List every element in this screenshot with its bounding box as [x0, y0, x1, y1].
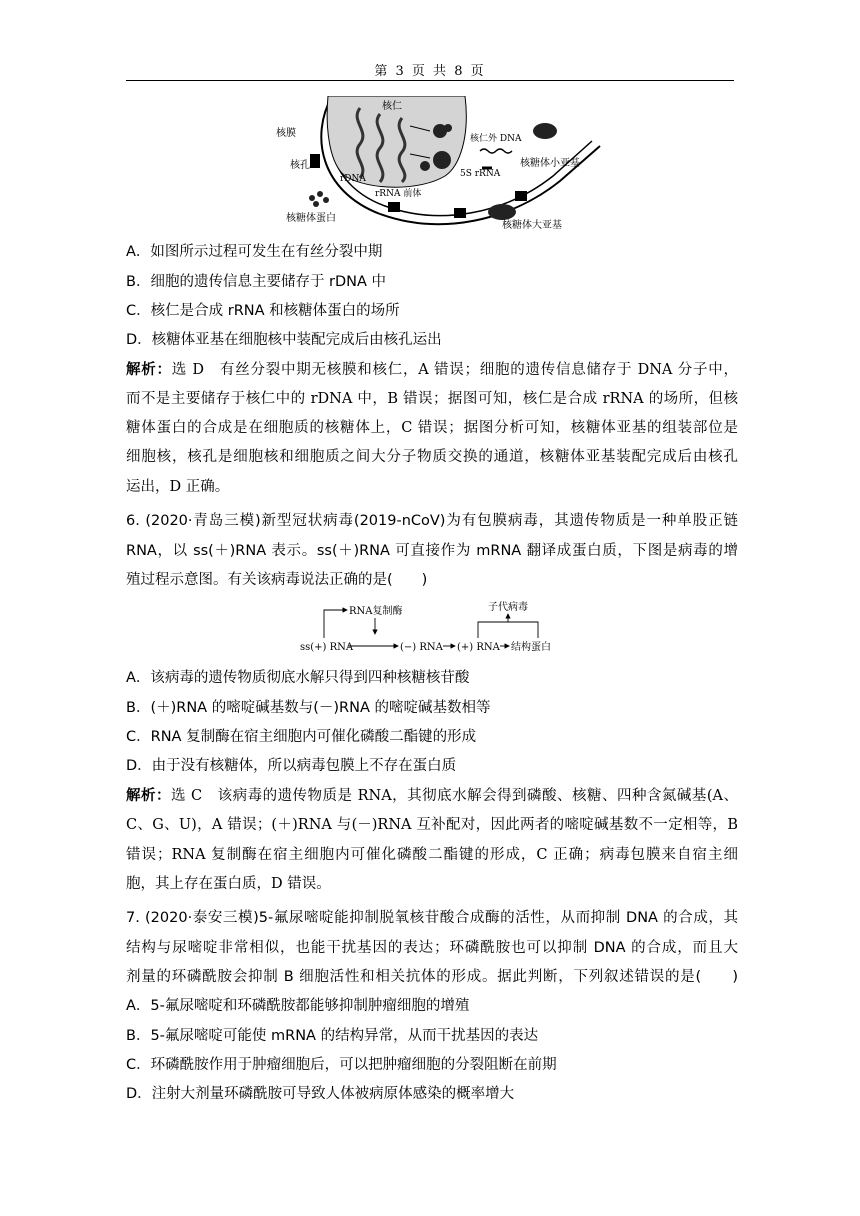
extra-dna: [480, 149, 512, 153]
label-extra-dna: 核仁外 DNA: [470, 134, 522, 144]
label-rdna: rDNA: [340, 174, 366, 184]
analysis-label: 解析：: [126, 787, 171, 804]
q5-option-c: C．核仁是合成 rRNA 和核糖体蛋白的场所: [126, 303, 400, 319]
q7-stem-line: 结构与尿嘧啶非常相似，也能干扰基因的表达；环磷酰胺也可以抑制 DNA 的合成，而且大: [126, 940, 738, 956]
label-structural-protein: 结构蛋白: [511, 642, 551, 653]
bracket-progeny: [478, 622, 538, 638]
protein-dot: [309, 195, 315, 201]
q6-stem-line: 殖过程示意图。有关该病毒说法正确的是( ): [126, 572, 428, 588]
q7-stem-line: 剂量的环磷酰胺会抑制 B 细胞活性和相关抗体的形成。据此判断，下列叙述错误的是( ): [126, 969, 738, 985]
q7-option-c: C．环磷酰胺作用于肿瘤细胞后，可以把肿瘤细胞的分裂阻断在前期: [126, 1057, 557, 1073]
page-header: 第 3 页 共 8 页: [374, 64, 486, 79]
q5-analysis-line: 解析：选 D 有丝分裂中期无核膜和核仁，A 错误；细胞的遗传信息储存于 DNA 分子中，: [126, 361, 738, 378]
ribosome-particle: [444, 124, 452, 132]
label-pos-rna: (+) RNA: [457, 642, 500, 653]
q5-analysis-line: 糖体蛋白的合成是在细胞质的核糖体上，C 错误；据图分析可知，核糖体亚基的组装部位是: [126, 420, 738, 436]
q6-option-c: C．RNA 复制酶在宿主细胞内可催化磷酸二酯键的形成: [126, 729, 477, 745]
q6-stem-line: RNA，以 ss(＋)RNA 表示。ss(＋)RNA 可直接作为 mRNA 翻译成蛋白质，下图是病毒的增: [126, 543, 738, 559]
q5-analysis-line: 细胞核，核孔是细胞核和细胞质之间大分子物质交换的通道，核糖体亚基装配完成后由核孔: [126, 449, 738, 465]
q5-analysis-line: 运出，D 正确。: [126, 479, 230, 495]
q5-analysis-line: 而不是主要储存于核仁中的 rDNA 中，B 错误；据图可知，核仁是合成 rRNA 的场所，但核: [126, 391, 738, 407]
label-replicase: RNA复制酶: [349, 606, 403, 617]
analysis-label: 解析：: [126, 361, 172, 378]
q6-analysis-line: 胞，其上存在蛋白质，D 错误。: [126, 876, 331, 892]
label-small-subunit: 核糖体小亚基: [520, 158, 580, 169]
q6-analysis-line: 解析：选 C 该病毒的遗传物质是 RNA，其彻底水解会得到磷酸、核糖、四种含氮碱基(A、: [126, 787, 739, 804]
q6-option-b: B．(＋)RNA 的嘧啶碱基数与(－)RNA 的嘧啶碱基数相等: [126, 700, 491, 716]
large-subunit-shape: [488, 204, 516, 220]
nuclear-pore: [388, 202, 400, 212]
label-large-subunit: 核糖体大亚基: [502, 220, 562, 230]
nuclear-pore: [454, 208, 466, 218]
ribosome-particle: [433, 151, 451, 169]
q7-stem-line: 7. (2020·泰安三模)5-氟尿嘧啶能抑制脱氧核苷酸合成酶的活性，从而抑制 DNA 的合成，其: [126, 910, 738, 926]
small-subunit-shape: [533, 123, 557, 139]
nuclear-pore: [310, 154, 320, 168]
arrow-to-replicase: [324, 610, 347, 638]
q7-option-d: D．注射大剂量环磷酰胺可导致人体被病原体感染的概率增大: [126, 1086, 515, 1102]
protein-dot: [313, 201, 319, 207]
q6-analysis-line: C、G、U)，A 错误；(＋)RNA 与(－)RNA 互补配对，因此两者的嘧啶碱基数不一定相等，B: [126, 817, 738, 833]
nucleolus-figure: [270, 96, 610, 230]
q7-option-a: A．5-氟尿嘧啶和环磷酰胺都能够抑制肿瘤细胞的增殖: [126, 998, 470, 1014]
q7-option-b: B．5-氟尿嘧啶可能使 mRNA 的结构异常，从而干扰基因的表达: [126, 1028, 539, 1044]
protein-dot: [317, 191, 323, 197]
label-ss-rna: ss(+) RNA: [300, 642, 354, 653]
label-5s-rrna: 5S rRNA: [460, 169, 501, 179]
label-nucleolus: 核仁: [382, 101, 402, 112]
nuclear-pore: [515, 191, 527, 201]
q6-stem-line: 6. (2020·青岛三模)新型冠状病毒(2019-nCoV)为有包膜病毒，其遗传物质是一种单股正链: [126, 513, 738, 529]
label-nuclear-pore: 核孔: [290, 160, 310, 171]
header-rule: [126, 80, 734, 81]
q6-analysis-line: 错误；RNA 复制酶在宿主细胞内可催化磷酸二酯键的形成，C 正确；病毒包膜来自宿主细: [126, 847, 738, 863]
q5-option-a: A．如图所示过程可发生在有丝分裂中期: [126, 244, 383, 260]
label-nuclear-membrane: 核膜: [276, 128, 296, 139]
protein-dot: [323, 197, 329, 203]
q6-option-a: A．该病毒的遗传物质彻底水解只得到四种核糖核苷酸: [126, 670, 470, 686]
label-progeny: 子代病毒: [488, 602, 528, 613]
virus-replication-figure: [300, 598, 565, 656]
q6-option-d: D．由于没有核糖体，所以病毒包膜上不存在蛋白质: [126, 758, 457, 774]
label-neg-rna: (−) RNA: [400, 642, 443, 653]
ribosome-particle: [420, 161, 430, 171]
q5-option-d: D．核糖体亚基在细胞核中装配完成后由核孔运出: [126, 332, 442, 348]
q5-option-b: B．细胞的遗传信息主要储存于 rDNA 中: [126, 274, 387, 290]
label-ribosomal-protein: 核糖体蛋白: [286, 213, 336, 224]
label-rrna-precursor: rRNA 前体: [375, 189, 422, 199]
